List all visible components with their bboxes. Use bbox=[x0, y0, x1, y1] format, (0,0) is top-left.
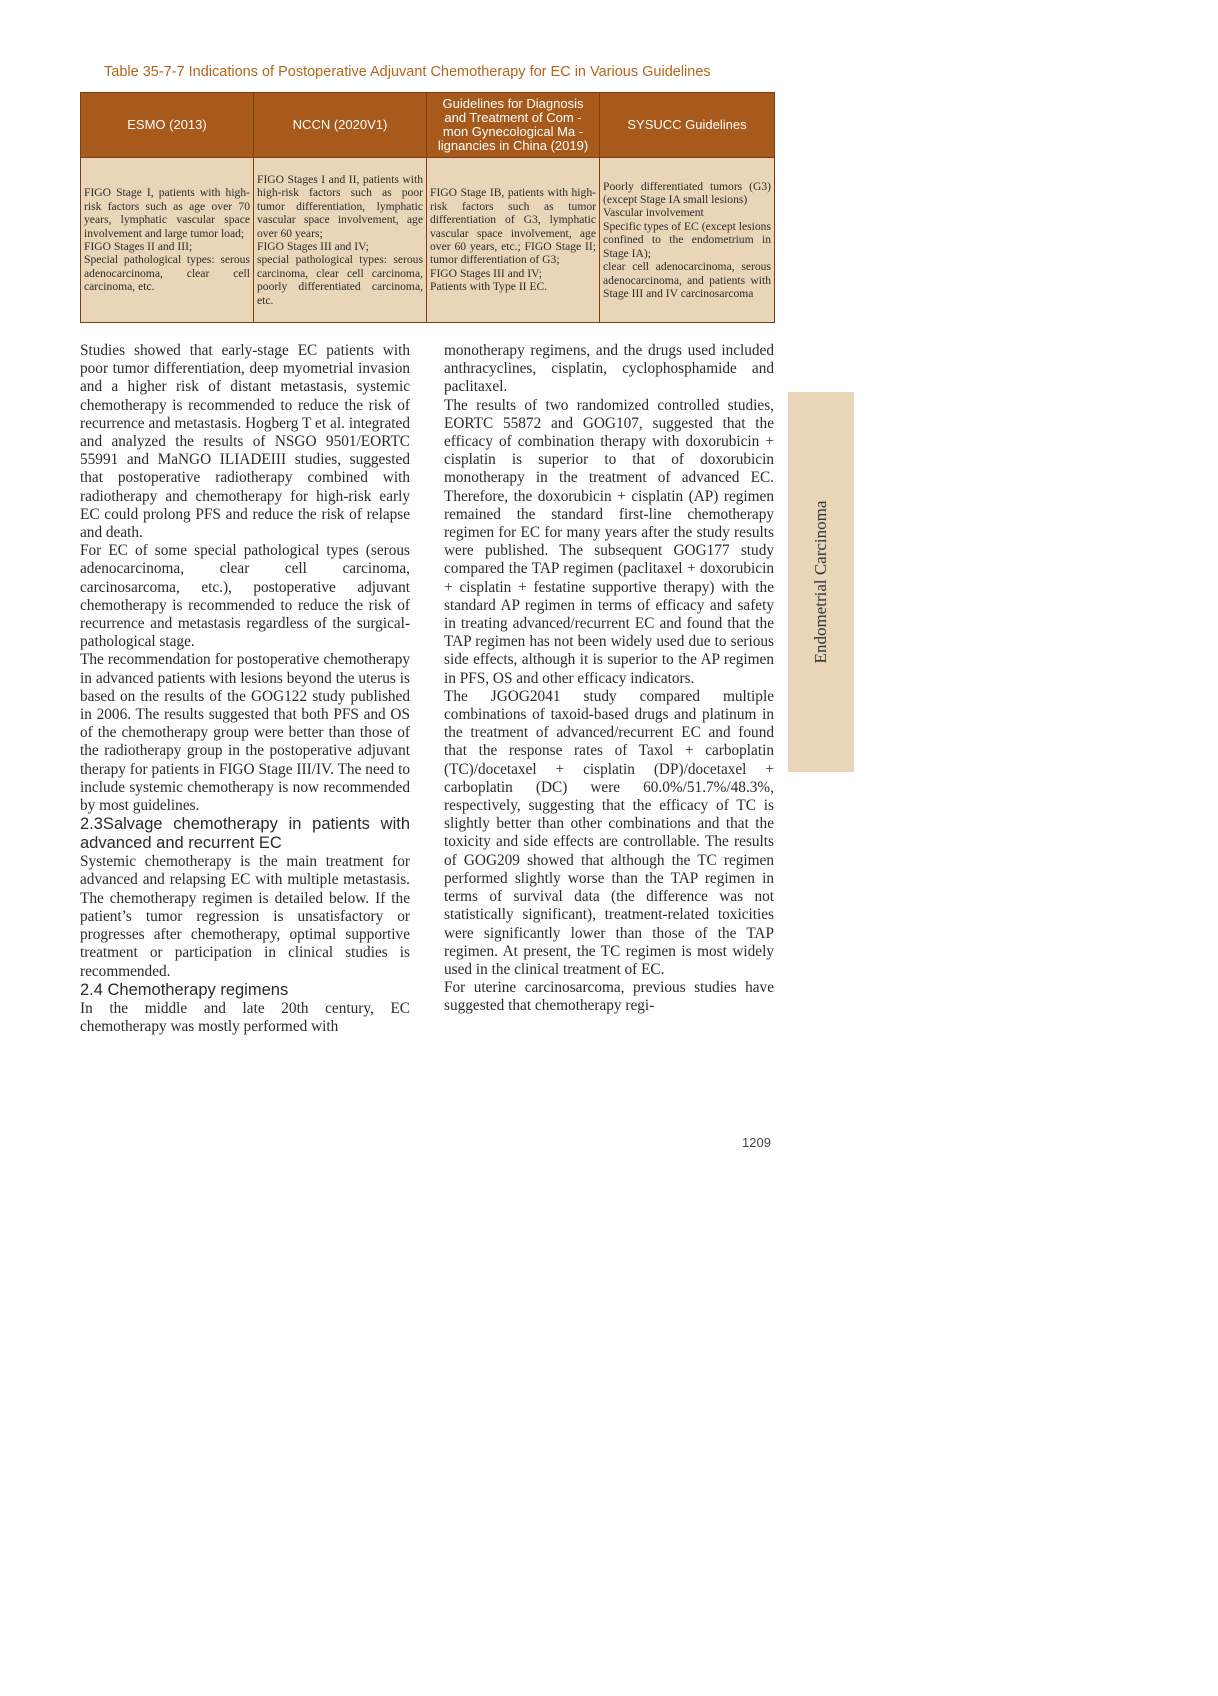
cell-nccn bbox=[254, 158, 427, 323]
header-esmo: ESMO (2013) bbox=[81, 93, 254, 158]
section-heading: 2.4 Chemotherapy regimens bbox=[80, 980, 289, 999]
right-column bbox=[444, 342, 774, 1016]
paragraph: Studies showed that early-stage EC patients with poor tumor differentiation, deep myometrial invasion and a higher risk of distant metastasis, systemic chemotherapy is recommended to reduce the risk of recurrence and metastasis. Hogberg T et al. integrated and analyzed the results of NSGO 9501/EORTC 55991 and MaNGO ILIADEIII studies, suggested that postoperative radiotherapy combined with radiotherapy and chemotherapy for high-risk early EC could prolong PFS and reduce the risk of relapse and death. bbox=[80, 342, 410, 542]
table-header-row bbox=[81, 93, 775, 158]
paragraph: For uterine carcinosarcoma, previous studies have suggested that chemotherapy regi- bbox=[444, 979, 774, 1015]
paragraph: monotherapy regimens, and the drugs used included anthracyclines, cisplatin, cyclophosphamide and paclitaxel. bbox=[444, 342, 774, 396]
guidelines-table bbox=[80, 92, 775, 323]
cell-sysucc bbox=[600, 158, 775, 323]
paragraph: In the middle and late 20th century, EC chemotherapy was mostly performed with bbox=[80, 999, 410, 1035]
header-sysucc: SYSUCC Guidelines bbox=[600, 93, 775, 158]
paragraph: The recommendation for postoperative chemotherapy in advanced patients with lesions beyond the uterus is based on the results of the GOG122 study published in 2006. The results suggested that both PFS and OS of the chemotherapy group were better than those of the radiotherapy group in the postoperative adjuvant therapy for patients in FIGO Stage III/IV. The need to include systemic chemotherapy is now recommended by most guidelines. bbox=[80, 651, 410, 815]
cell-text: FIGO Stages I and II, patients with high-risk factors such as poor tumor differentiation, lymphatic vascular space involvement, age over 60 years; FIGO Stages III and IV; special pathological types: serous carcinoma, clear cell carcinoma, poorly differentiated carcinoma, etc. bbox=[257, 172, 423, 307]
header-nccn: NCCN (2020V1) bbox=[254, 93, 427, 158]
cell-esmo bbox=[81, 158, 254, 323]
header-china-guidelines: Guidelines for Diagnosis and Treatment of Com - mon Gynecological Ma - lignancies in China (2019) bbox=[427, 93, 600, 158]
cell-text: FIGO Stage I, patients with high-risk factors such as age over 70 years, lymphatic vascular space involvement and large tumor load; FIGO Stages II and III; Special pathological types: serous adenocarcinoma, clear cell carcinoma, etc. bbox=[84, 186, 250, 294]
page-number: 1209 bbox=[742, 1135, 771, 1150]
paragraph: The JGOG2041 study compared multiple combinations of taxoid-based drugs and platinum in the treatment of advanced/recurrent EC and found that the response rates of Taxol + carboplatin (TC)/docetaxel + cisplatin (DP)/docetaxel + carboplatin (DC) were 60.0%/51.7%/48.3%, respectively, suggesting that the efficacy of TC is slightly better than other combinations and that the toxicity and side effects are controllable. The results of GOG209 showed that although the TC regimen performed slightly worse than the TAP regimen in terms of survival data (the difference was not statistically significant), treatment-related toxicities were significantly lower than those of the TAP regimen. At present, the TC regimen is most widely used in the clinical treatment of EC. bbox=[444, 687, 774, 978]
section-heading: 2.3Salvage chemotherapy in patients with advanced and recurrent EC bbox=[80, 815, 410, 853]
chapter-title: Endometrial Carcinoma bbox=[811, 500, 830, 664]
cell-china-guidelines bbox=[427, 158, 600, 323]
paragraph: For EC of some special pathological types (serous adenocarcinoma, clear cell carcinoma, carcinosarcoma, etc.), postoperative adjuvant chemotherapy is recommended to reduce the risk of recurrence and metastasis regardless of the surgical-pathological stage. bbox=[80, 542, 410, 651]
cell-text: FIGO Stage IB, patients with high-risk factors such as tumor differentiation of G3, lymphatic vascular space involvement, age over 60 years, etc.; FIGO Stage II; tumor differentiation of G3; FIGO Stages III and IV; Patients with Type II EC. bbox=[430, 186, 596, 294]
table-row bbox=[81, 158, 775, 323]
left-column bbox=[80, 342, 410, 1036]
chapter-side-tab bbox=[788, 392, 854, 772]
paragraph: The results of two randomized controlled studies, EORTC 55872 and GOG107, suggested that the efficacy of combination therapy with doxorubicin + cisplatin is superior to that of doxorubicin monotherapy in the treatment of advanced EC. Therefore, the doxorubicin + cisplatin (AP) regimen remained the standard first-line chemotherapy regimen for EC for many years after the study results were published. The subsequent GOG177 study compared the TAP regimen (paclitaxel + doxorubicin + cisplatin + festatine supportive therapy) with the standard AP regimen in terms of efficacy and safety in treating advanced/recurrent EC and found that the TAP regimen has not been widely used due to serious side effects, although it is superior to the AP regimen in PFS, OS and other efficacy indicators. bbox=[444, 396, 774, 687]
cell-text: Poorly differentiated tumors (G3) (except Stage IA small lesions) Vascular involvement Specific types of EC (except lesions confined to the endometrium in Stage IA); clear cell adenocarcinoma, serous adenocarcinoma, and patients with Stage III and IV carcinosarcoma bbox=[603, 179, 771, 300]
table-caption: Table 35-7-7 Indications of Postoperative Adjuvant Chemotherapy for EC in Various Guidelines bbox=[104, 64, 711, 80]
paragraph: Systemic chemotherapy is the main treatment for advanced and relapsing EC with multiple metastasis. The chemotherapy regimen is detailed below. If the patient’s tumor regression is unsatisfactory or progresses after chemotherapy, optimal supportive treatment or participation in clinical studies is recommended. bbox=[80, 853, 410, 980]
